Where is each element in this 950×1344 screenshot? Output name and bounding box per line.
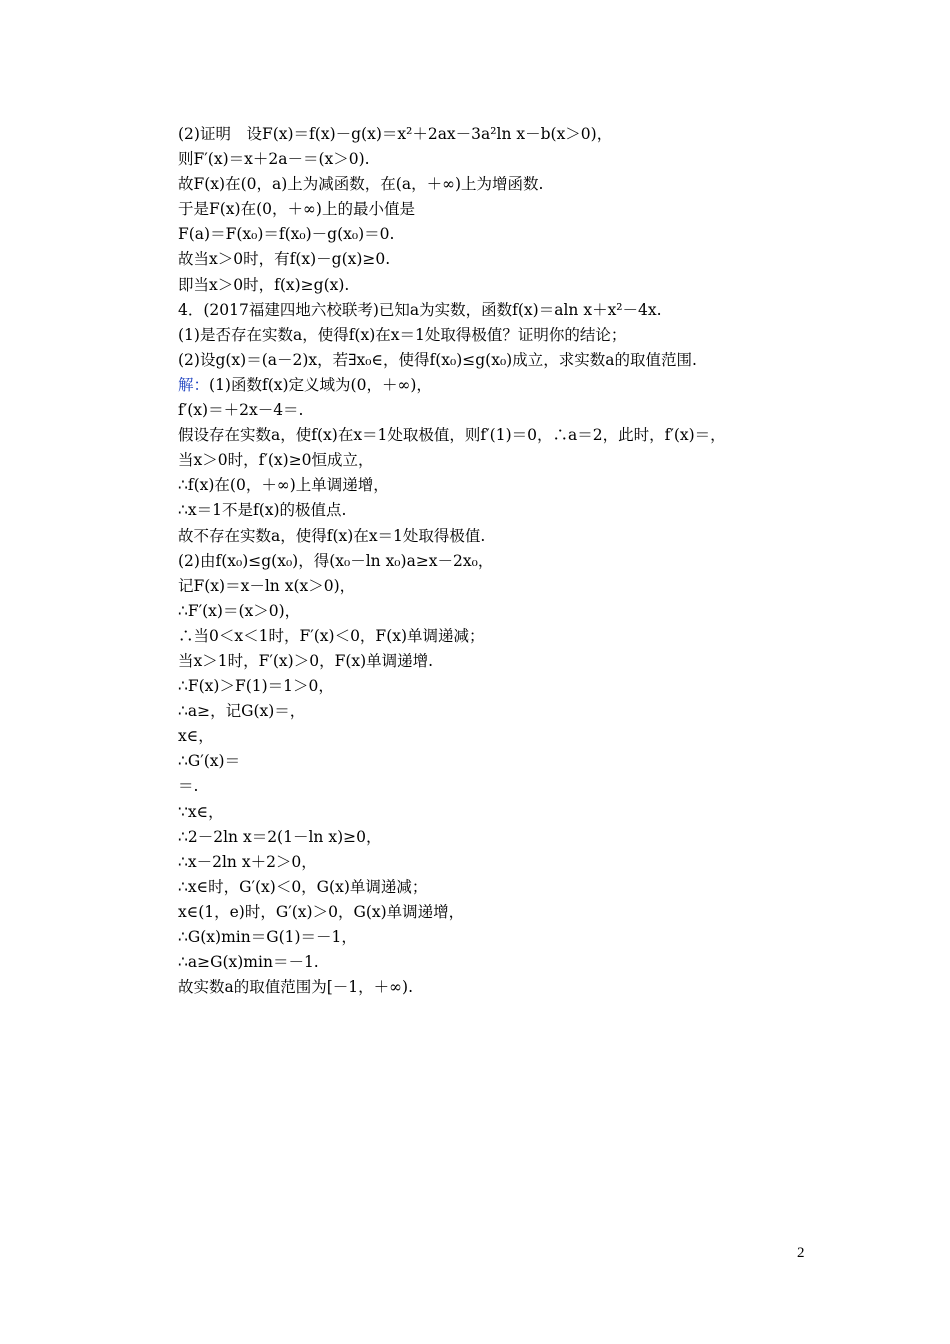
text-line: ∴a≥，记G(x)＝， [178,702,306,721]
text-line: 当x＞0时，f′(x)≥0恒成立， [178,451,374,470]
solution-start-line [178,373,818,398]
text-line: ∴x－2ln x＋2＞0， [178,852,317,871]
text-line: ∴F′(x)＝(x＞0)， [178,601,301,620]
text-line: 记F(x)＝x－ln x(x＞0)， [178,576,356,595]
text-line: x∈(1，e)时，G′(x)＞0，G(x)单调递增， [178,902,465,921]
page-number: 2 [797,1245,805,1261]
text-line: f′(x)＝＋2x－4＝. [178,401,304,420]
text-line: x∈， [178,727,214,746]
text-line: 即当x＞0时，f(x)≥g(x). [178,275,350,294]
text-line: 假设存在实数a，使f(x)在x＝1处取极值，则f′(1)＝0，∴a＝2，此时，f′(x)＝， [178,426,726,445]
text-line: 则F′(x)＝x＋2a－＝(x＞0). [178,150,370,169]
problem-4-part-1: (1)是否存在实数a，使得f(x)在x＝1处取得极值？证明你的结论； [178,325,627,344]
problem-4-part-2: (2)设g(x)＝(a－2)x，若∃x₀∈，使得f(x₀)≤g(x₀)成立，求实数a的取值范围. [178,350,697,369]
text-line: (2)证明 设F(x)＝f(x)－g(x)＝x²＋2ax－3a²ln x－b(x＞0)， [178,125,613,143]
text-line: 故F(x)在(0，a)上为减函数，在(a，＋∞)上为增函数. [178,175,544,194]
solution-start-text: (1)函数f(x)定义域为(0，＋∞)， [209,375,432,394]
text-line: (2)由f(x₀)≤g(x₀)，得(x₀－ln x₀)a≥x－2x₀， [178,551,494,570]
text-line: ∴当0＜x＜1时，F′(x)＜0，F(x)单调递减； [178,626,485,645]
conclusion-line: 故实数a的取值范围为[－1，＋∞). [178,978,414,997]
text-line: 故当x＞0时，有f(x)－g(x)≥0. [178,250,391,269]
text-line: ∴f(x)在(0，＋∞)上单调递增， [178,476,389,495]
text-line: ∴x∈时，G′(x)＜0，G(x)单调递减； [178,877,428,896]
text-line: ∴F(x)＞F(1)＝1＞0， [178,677,334,696]
text-line: 当x＞1时，F′(x)＞0，F(x)单调递增. [178,651,434,670]
text-line: ∴a≥G(x)min＝－1. [178,953,319,972]
text-line: 于是F(x)在(0，＋∞)上的最小值是 [178,200,415,219]
text-line: 故不存在实数a，使得f(x)在x＝1处取得极值. [178,526,486,545]
text-line: F(a)＝F(x₀)＝f(x₀)－g(x₀)＝0. [178,225,395,244]
problem-4-statement: 4．(2017福建四地六校联考)已知a为实数，函数f(x)＝aln x＋x²－4x. [178,300,662,319]
solution-text [178,122,818,1000]
text-line: ∴x＝1不是f(x)的极值点. [178,501,347,520]
text-line: ∴G(x)min＝G(1)＝－1， [178,928,357,946]
text-line: ＝. [178,777,199,796]
text-line: ∴G′(x)＝ [178,752,241,771]
text-line: ∴2－2ln x＝2(1－ln x)≥0， [178,827,382,846]
solution-label: 解： [178,375,210,394]
text-line: ∵x∈， [178,802,224,821]
